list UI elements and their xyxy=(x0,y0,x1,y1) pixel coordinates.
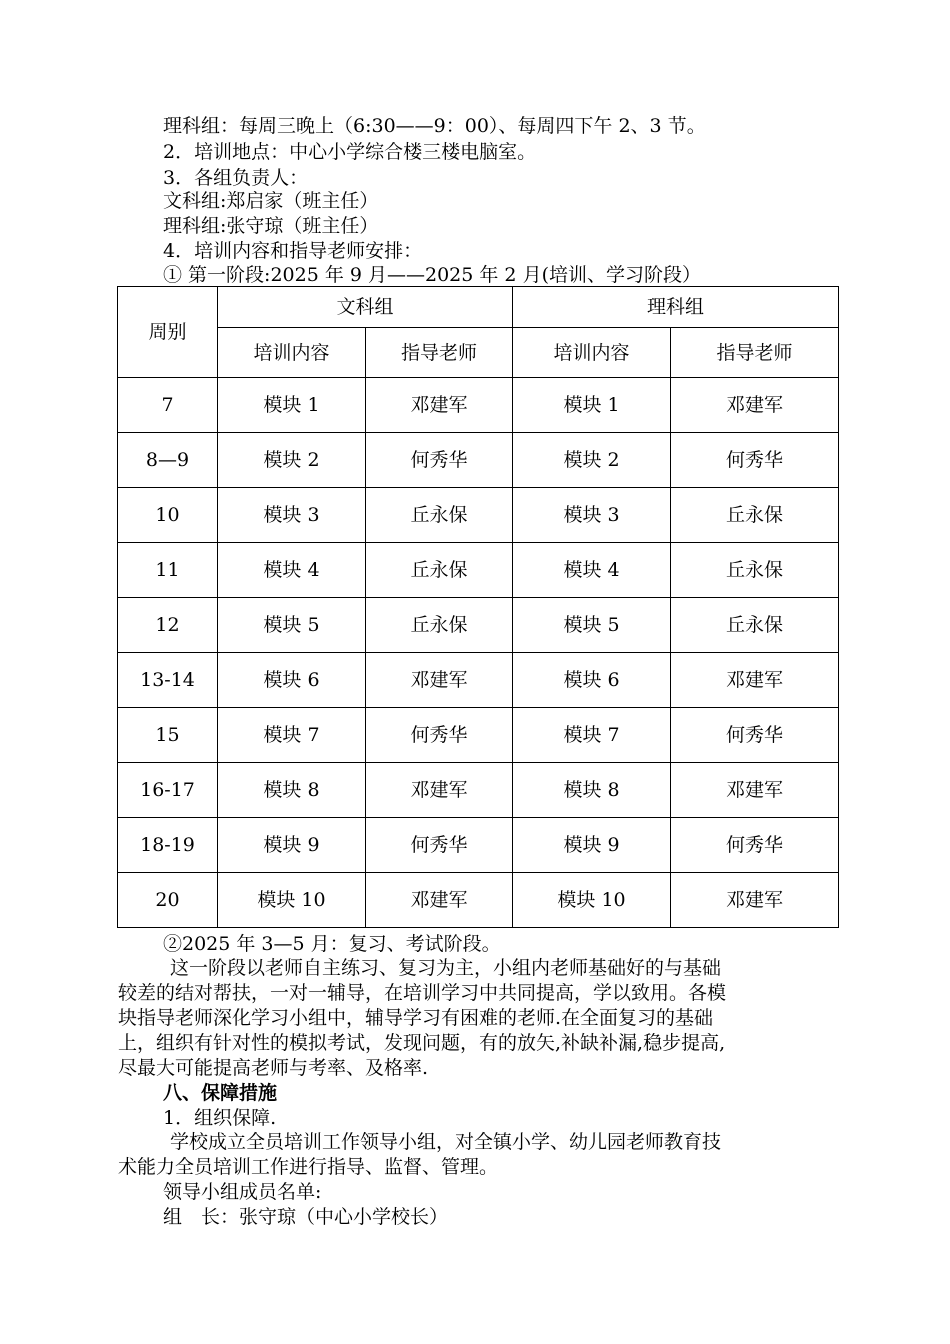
li-content-cell: 模块 5 xyxy=(513,598,671,653)
li-content-cell: 模块 2 xyxy=(513,433,671,488)
paragraph-line: 学校成立全员培训工作领导小组，对全镇小学、幼儿园老师教育技 xyxy=(170,1131,722,1153)
li-teacher-cell: 何秀华 xyxy=(671,708,839,763)
week-cell: 11 xyxy=(118,543,218,598)
stage1-line: ① 第一阶段:2025 年 9 月——2025 年 2 月(培训、学习阶段） xyxy=(163,264,701,286)
week-cell: 8—9 xyxy=(118,433,218,488)
week-header: 周别 xyxy=(118,287,218,378)
week-cell: 15 xyxy=(118,708,218,763)
li-teacher-header: 指导老师 xyxy=(671,328,839,378)
li-teacher-cell: 何秀华 xyxy=(671,818,839,873)
table-row xyxy=(118,708,839,763)
table-row xyxy=(118,598,839,653)
week-cell: 20 xyxy=(118,873,218,928)
wen-teacher-cell: 邓建军 xyxy=(366,763,513,818)
wen-teacher-cell: 丘永保 xyxy=(366,543,513,598)
wen-teacher-cell: 何秀华 xyxy=(366,818,513,873)
wen-content-cell: 模块 9 xyxy=(218,818,366,873)
wen-teacher-cell: 邓建军 xyxy=(366,873,513,928)
week-cell: 12 xyxy=(118,598,218,653)
paragraph-line: 这一阶段以老师自主练习、复习为主，小组内老师基础好的与基础 xyxy=(170,957,722,979)
wen-content-cell: 模块 4 xyxy=(218,543,366,598)
li-teacher-cell: 邓建军 xyxy=(671,873,839,928)
content-arrangement-heading: 4．培训内容和指导老师安排： xyxy=(163,240,423,262)
leader-line: 组 长：张守琼（中心小学校长） xyxy=(163,1206,449,1228)
wen-teacher-cell: 丘永保 xyxy=(366,598,513,653)
wen-teacher-cell: 何秀华 xyxy=(366,708,513,763)
li-teacher-cell: 丘永保 xyxy=(671,543,839,598)
li-content-cell: 模块 7 xyxy=(513,708,671,763)
wen-content-header: 培训内容 xyxy=(218,328,366,378)
table-row xyxy=(118,378,839,433)
wen-teacher-cell: 何秀华 xyxy=(366,433,513,488)
li-content-cell: 模块 3 xyxy=(513,488,671,543)
training-location-line: 2．培训地点：中心小学综合楼三楼电脑室。 xyxy=(163,141,537,163)
week-cell: 10 xyxy=(118,488,218,543)
stage2-line: ②2025 年 3—5 月：复习、考试阶段。 xyxy=(163,933,501,955)
li-content-cell: 模块 4 xyxy=(513,543,671,598)
table-row xyxy=(118,653,839,708)
li-teacher-cell: 丘永保 xyxy=(671,488,839,543)
li-teacher-cell: 邓建军 xyxy=(671,763,839,818)
li-leader-line: 理科组:张守琼（班主任） xyxy=(163,215,379,237)
wen-content-cell: 模块 5 xyxy=(218,598,366,653)
wen-content-cell: 模块 7 xyxy=(218,708,366,763)
table-row xyxy=(118,763,839,818)
li-content-cell: 模块 1 xyxy=(513,378,671,433)
li-teacher-cell: 丘永保 xyxy=(671,598,839,653)
wen-teacher-cell: 邓建军 xyxy=(366,653,513,708)
table-row xyxy=(118,818,839,873)
li-teacher-cell: 何秀华 xyxy=(671,433,839,488)
week-cell: 7 xyxy=(118,378,218,433)
table-subheader-row xyxy=(118,328,839,378)
table-row xyxy=(118,873,839,928)
li-content-cell: 模块 8 xyxy=(513,763,671,818)
table-header-row xyxy=(118,287,839,328)
wen-content-cell: 模块 1 xyxy=(218,378,366,433)
wen-leader-line: 文科组:郑启家（班主任） xyxy=(163,190,379,212)
paragraph-line: 上，组织有针对性的模拟考试，发现问题，有的放矢,补缺补漏,稳步提高, xyxy=(118,1032,726,1054)
paragraph-line: 术能力全员培训工作进行指导、监督、管理。 xyxy=(118,1156,499,1178)
training-schedule-table xyxy=(117,286,839,928)
wen-teacher-cell: 丘永保 xyxy=(366,488,513,543)
table-row xyxy=(118,433,839,488)
group-li-header: 理科组 xyxy=(513,287,839,328)
week-cell: 16-17 xyxy=(118,763,218,818)
week-cell: 13-14 xyxy=(118,653,218,708)
group-wen-header: 文科组 xyxy=(218,287,513,328)
week-cell: 18-19 xyxy=(118,818,218,873)
table-row xyxy=(118,488,839,543)
paragraph-line: 尽最大可能提高老师与考率、及格率. xyxy=(118,1057,429,1079)
paragraph-line: 较差的结对帮扶，一对一辅导，在培训学习中共同提高，学以致用。各模 xyxy=(118,982,727,1004)
schedule-li-line: 理科组：每周三晚上（6:30——9：00）、每周四下午 2、3 节。 xyxy=(163,115,706,137)
wen-content-cell: 模块 3 xyxy=(218,488,366,543)
wen-teacher-cell: 邓建军 xyxy=(366,378,513,433)
section-heading: 八、保障措施 xyxy=(163,1082,278,1104)
paragraph-line: 块指导老师深化学习小组中，辅导学习有困难的老师.在全面复习的基础 xyxy=(118,1007,714,1029)
li-content-cell: 模块 10 xyxy=(513,873,671,928)
wen-content-cell: 模块 10 xyxy=(218,873,366,928)
wen-content-cell: 模块 2 xyxy=(218,433,366,488)
li-teacher-cell: 邓建军 xyxy=(671,378,839,433)
group-leaders-heading: 3．各组负责人： xyxy=(163,167,309,189)
li-content-header: 培训内容 xyxy=(513,328,671,378)
li-content-cell: 模块 9 xyxy=(513,818,671,873)
li-teacher-cell: 邓建军 xyxy=(671,653,839,708)
li-content-cell: 模块 6 xyxy=(513,653,671,708)
wen-teacher-header: 指导老师 xyxy=(366,328,513,378)
wen-content-cell: 模块 8 xyxy=(218,763,366,818)
wen-content-cell: 模块 6 xyxy=(218,653,366,708)
members-label: 领导小组成员名单: xyxy=(163,1181,322,1203)
subheading-organization: 1．组织保障. xyxy=(163,1107,277,1129)
table-row xyxy=(118,543,839,598)
